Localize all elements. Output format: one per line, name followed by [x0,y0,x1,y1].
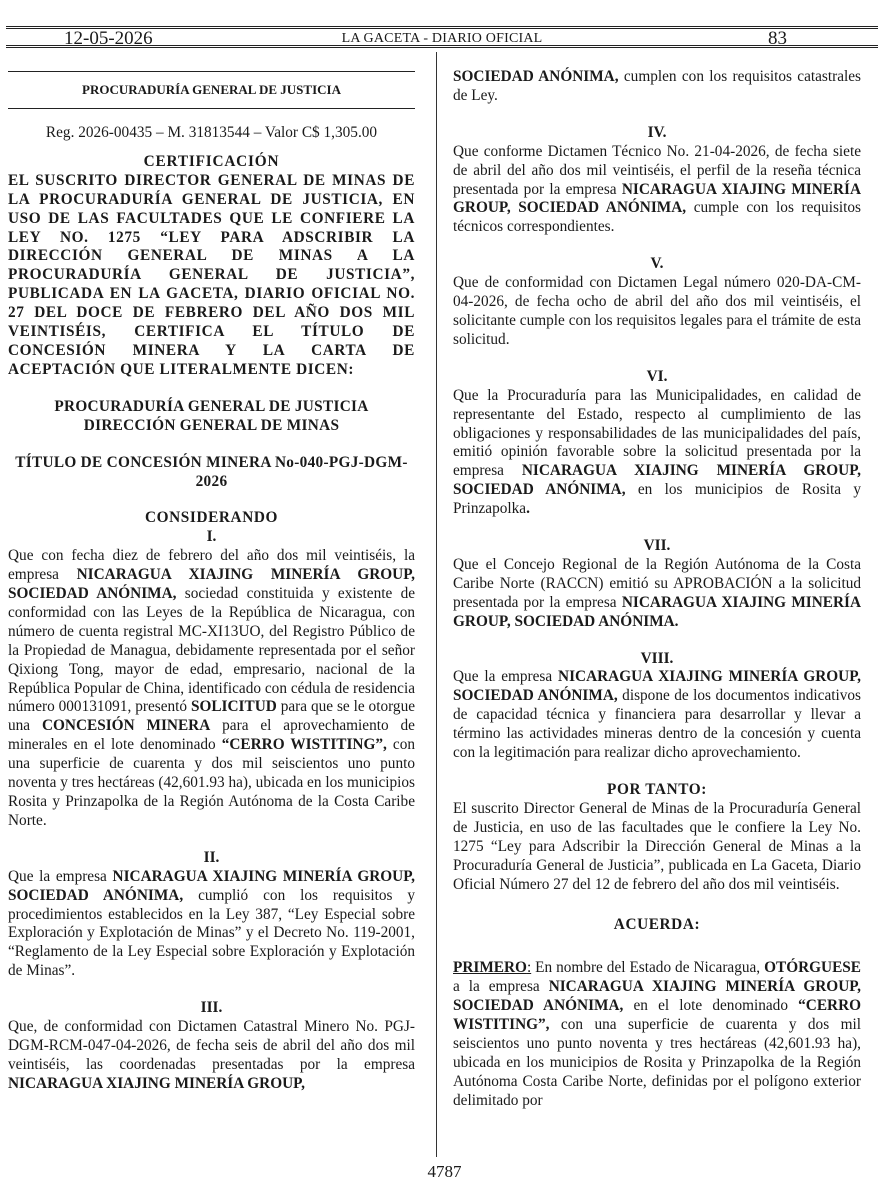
section-5-text: Que de conformidad con Dictamen Legal número 020-DA-CM-04-2026, de fecha ocho de abril del año dos mil veintiséis, el solicitante cumple con los requisitos legales para el trámite de esta solicitud. [453,274,861,348]
section-number-1: I. [206,528,217,546]
acuerda-heading: ACUERDA: [613,916,701,934]
primero-text: PRIMERO: En nombre del Estado de Nicaragua, OTÓRGUESE a la empresa NICARAGUA XIAJING MINERÍA GROUP, SOCIEDAD ANÓNIMA, en el lote denominado “CERRO WISTITING”, con una superficie de cuarenta y dos mil seiscientos uno punto noventa y tres hectáreas (42,601.93 ha), ubicada en los municipios de Rosita y Prinzapolka de la Región Autónoma Costa Caribe Norte, definidas por el polígono exterior delimitado por [453,959,862,1109]
org-line-1: PROCURADURÍA GENERAL DE JUSTICIA [54,397,369,415]
section-number-8: VIII. [640,649,674,667]
section-number-6: VI. [646,367,668,385]
section-number-5: V. [650,255,664,273]
considerando-heading: CONSIDERANDO [145,509,278,527]
section-8-text: Que la empresa NICARAGUA XIAJING MINERÍA GROUP, SOCIEDAD ANÓNIMA, dispone de los documentos indicativos de capacidad técnica y financiera para desarrollar y llevar a término las actividades mineras dentro de la concesión y cuenta con la legitimación para realizar dicho aprovechamiento. [453,668,862,762]
section-number-7: VII. [643,537,671,555]
section-7-text: Que el Concejo Regional de la Región Autónoma de la Costa Caribe Norte (RACCN) emitió su APROBACIÓN a la solicitud presentada por la empresa NICARAGUA XIAJING MINERÍA GROUP, SOCIEDAD ANÓNIMA. [453,555,862,630]
registration-line: Reg. 2026-00435 – M. 31813544 – Valor C$ 1,305.00 [45,124,378,141]
section-heading-institution: PROCURADURÍA GENERAL DE JUSTICIA [8,71,415,109]
org-line-2: DIRECCIÓN GENERAL DE MINAS [83,416,340,434]
certification-title: CERTIFICACIÓN [143,152,280,170]
left-column [8,58,415,1094]
section-3-text: Que, de conformidad con Dictamen Catastral Minero No. PGJ-DGM-RCM-047-04-2026, de fecha seis de abril del año dos mil veintiséis, las coordenadas presentadas por la empresa NICARAGUA XIAJING MINERÍA GROUP, [8,1018,415,1092]
section-2-text: Que la empresa NICARAGUA XIAJING MINERÍA GROUP, SOCIEDAD ANÓNIMA, cumplió con los requisitos y procedimientos establecidos en la Ley 387, “Ley Especial sobre Exploración y Explotación de Minas” y el Decreto No. 119-2001, “Reglamento de la Ley Especial sobre Exploración y Explotación de Minas”. [8,867,415,980]
folio-number: 4787 [427,1162,462,1181]
section-number-3: III. [200,999,223,1017]
certification-body: EL SUSCRITO DIRECTOR GENERAL DE MINAS DE LA PROCURADURÍA GENERAL DE JUSTICIA, EN USO DE LAS FACULTADES QUE LE CONFIERE LA LEY NO. 1275 “LEY PARA ADSCRIBIR LA DIRECCIÓN GENERAL DE MINAS A LA PROCURADURÍA GENERAL DE JUSTICIA”, PUBLICADA EN LA GACETA, DIARIO OFICIAL NO. 27 DEL DOCE DE FEBRERO DEL AÑO DOS MIL VEINTISÉIS, CERTIFICA EL TÍTULO DE CONCESIÓN MINERA Y LA CARTA DE ACEPTACIÓN QUE LITERALMENTE DICEN: [8,171,415,378]
section-number-4: IV. [647,123,667,141]
header-date: 12-05-2026 [64,28,153,49]
column-divider [436,52,437,1157]
section-1-text: Que con fecha diez de febrero del año dos mil veintiséis, la empresa NICARAGUA XIAJING MINERÍA GROUP, SOCIEDAD ANÓNIMA, sociedad constituida y existente de conformidad con las Leyes de la República de Nicaragua, con número de cuenta registral MC-XI13UO, del Registro Público de la Propiedad de Managua, debidamente representada por el señor Qixiong Tong, mayor de edad, empresario, nacional de la República Popular de China, identificado con cédula de residencia número 000131091, presentó SOLICITUD para que se le otorgue una CONCESIÓN MINERA para el aprovechamiento de minerales en el lote denominado “CERRO WISTITING”, con una superficie de cuarenta y dos mil seiscientos uno punto noventa y tres hectáreas (42,601.93 ha), ubicada en los municipios Rosita y Prinzapolka de la Región Autónoma de la Costa Caribe Norte. [8,547,416,829]
gazette-header [6,26,878,48]
right-column [453,68,861,1111]
por-tanto-heading: POR TANTO: [607,781,707,798]
section-number-2: II. [203,848,220,866]
concession-title: TÍTULO DE CONCESIÓN MINERA No-040-PGJ-DGM-2026 [15,453,408,490]
header-page-number: 83 [768,28,787,49]
section-4-text: Que conforme Dictamen Técnico No. 21-04-2026, de fecha siete de abril del año dos mil veintiséis, el perfil de la reseña técnica presentada por la empresa NICARAGUA XIAJING MINERÍA GROUP, SOCIEDAD ANÓNIMA, cumple con los requisitos técnicos correspondientes. [453,142,862,236]
header-title: LA GACETA - DIARIO OFICIAL [341,31,543,46]
primero-label: PRIMERO [453,959,527,977]
section-6-text: Que la Procuraduría para las Municipalidades, en calidad de representante del Estado, respecto al cumplimiento de las obligaciones y responsabilidades de las municipalidades del país, emitió opinión favorable sobre la solicitud presentada por la empresa NICARAGUA XIAJING MINERÍA GROUP, SOCIEDAD ANÓNIMA, en los municipios de Rosita y Prinzapolka. [453,386,861,518]
section-3-continued: SOCIEDAD ANÓNIMA, cumplen con los requisitos catastrales de Ley. [453,68,861,104]
por-tanto-text: El suscrito Director General de Minas de la Procuraduría General de Justicia, en uso de las facultades que le confiere la Ley No. 1275 “Ley para Adscribir la Dirección General de Minas a la Procuraduría General de Justicia”, publicada en La Gaceta, Diario Oficial Número 27 del 12 de febrero del año dos mil veintiséis. [453,799,861,893]
